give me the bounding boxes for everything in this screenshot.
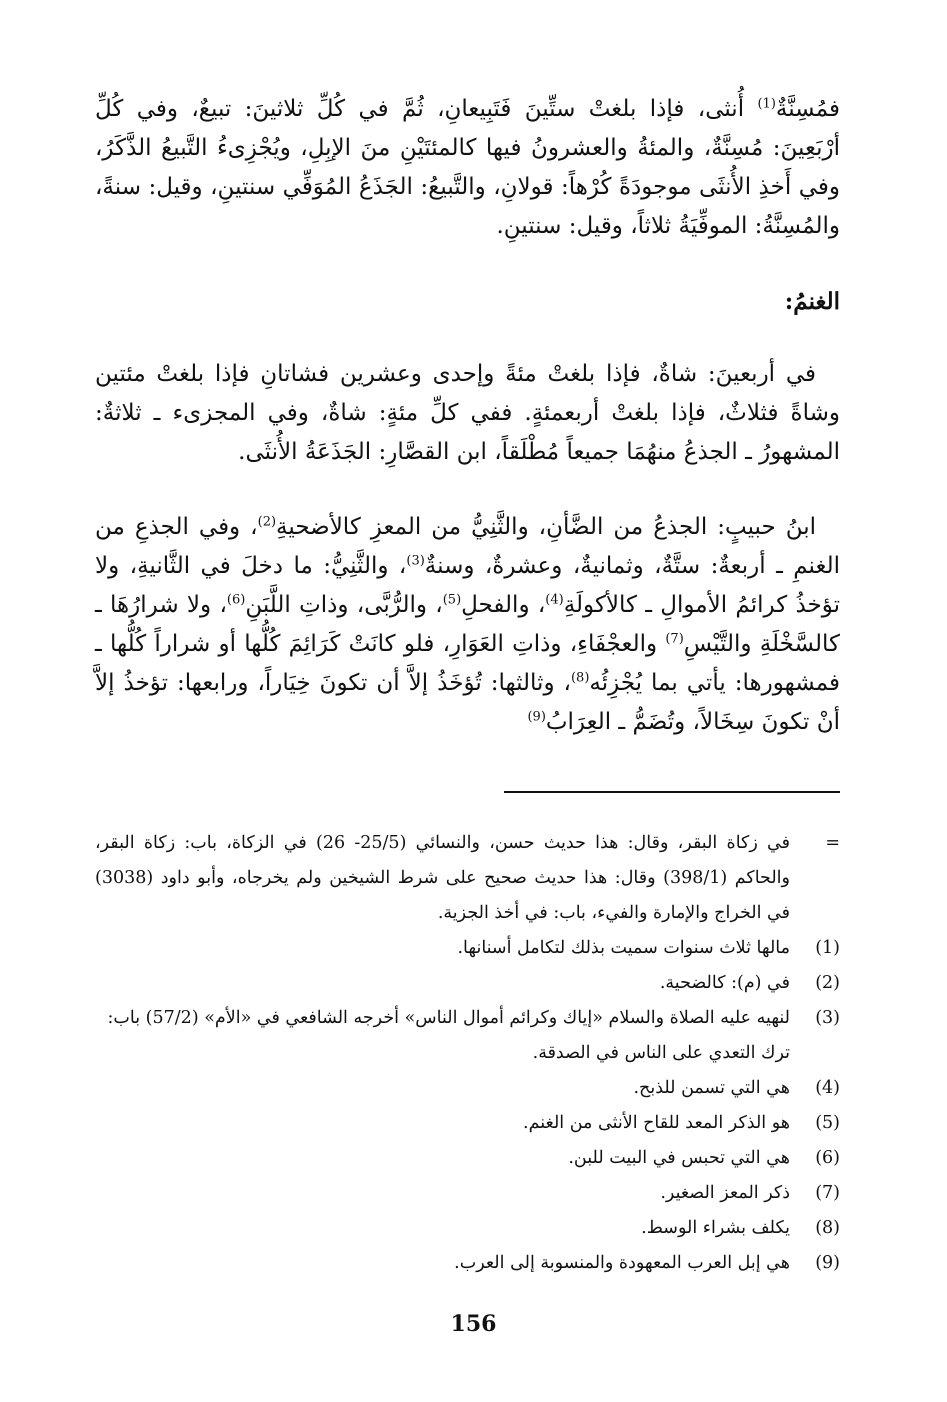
footnote-ref: (5) [442,592,462,608]
footnote-number: (1) [815,938,840,958]
paragraph-text: ابنُ حبيبٍ: الجذعُ من الضَّأنِ، والثَّنِيُّ من المعزِ كالأضحيةِ [276,514,817,540]
footnote-number: (6) [815,1148,840,1168]
main-text [95,90,840,742]
footnote-ref: (3) [406,553,425,569]
footnote-item [95,1001,840,1071]
footnote-ref: (9) [527,709,546,725]
footnote-item [95,1141,840,1176]
footnote-text: يكلف بشراء الوسط. [641,1218,790,1238]
footnote-item [95,1106,840,1141]
footnote-text: في (م): كالضحية. [659,973,790,993]
paragraph-cattle [95,90,840,246]
footnote-number: (4) [815,1078,840,1098]
paragraph-text: فمُسِنَّةٌ [775,96,840,122]
footnote-text: هي التي تحبس في البيت للبن. [568,1148,790,1168]
section-heading: الغنمُ: [784,288,840,315]
paragraph-text: والعجْفَاءِ، وذاتِ العَوَارِ، فلو كانَتْ كَرَائِمَ كُلُّها أو شراراً كُلُّها ـ فمشهورها: يأتي بما يُجْزِئُه [95,631,840,696]
footnote-text: ذكر المعز الصغير. [660,1183,790,1203]
footnote-number: (9) [815,1253,840,1273]
footnotes [95,826,840,1281]
footnote-text: هو الذكر المعد للقاح الأنثى من الغنم. [523,1113,790,1133]
footnote-item [95,1071,840,1106]
footnote-item [95,1211,840,1246]
footnote-item [95,1246,840,1281]
paragraph-sheep: في أربعينَ: شاةٌ، فإذا بلغتْ مئةً وإحدى وعشرين فشاتانِ فإذا بلغتْ مئتين وشاةً فثلاثٌ، فإذا بلغتْ أربعمئةٍ. ففي كلِّ مئةٍ: شاةٌ، وفي المجزىء ـ ثلاثةٌ: المشهورُ ـ الجذعُ منهُمَا جميعاً مُطْلَقاً، ابن القصَّارِ: الجَذَعَةُ الأُنثَى. [95,361,840,465]
footnote-text: في زكاة البقر، وقال: هذا حديث حسن، والنسائي (25/5- 26) في الزكاة، باب: زكاة البقر، والحاكم (398/1) وقال: هذا حديث صحيح على شرط الشيخين ولم يخرجاه، وأبو داود (3038) في الخراج والإمارة والفيء، باب: في أخذ الجزية. [95,833,790,923]
footnote-ref: (1) [757,96,776,112]
paragraph-text: أُنثى، فإذا بلغتْ ستِّينَ فَتَبِيعانِ، ثُمَّ في كُلِّ ثلاثينَ: تبيعٌ، وفي كُلِّ أرْبَعِينَ: مُسِنَّةٌ، والمئةُ والعشرونُ فيها كالمئتَيْنِ منَ الإبِلِ، ويُجْزِىءُ التَّبيعُ الذَّكَرُ، وفي أَخذِ الأُنثَى موجودَةً كُرْهاً: قولانِ، والتَّبيعُ: الجَذَعُ المُوَفِّي سنتينِ، وقيل: سنةً، والمُسِنَّةُ: الموفِّيَةُ ثلاثاً، وقيل: سنتينِ. [95,96,840,239]
footnote-text: لنهيه عليه الصلاة والسلام «إياك وكرائم أموال الناس» أخرجه الشافعي في «الأم» (57/2) باب: ترك التعدي على الناس في الصدقة. [107,1008,790,1063]
footnote-ref: (2) [257,514,277,530]
paragraph-text: ، وثالثها: تُؤخَذُ إلاَّ أن تكونَ خِيَاراً، ورابعها: تؤخذُ إلاَّ أنْ تكونَ سِخَالاً، وتُضَمُّ ـ العِرَابُ [95,670,840,735]
footnote-ref: (4) [545,592,564,608]
footnote-number: (7) [815,1183,840,1203]
footnote-text: هي إبل العرب المعهودة والمنسوبة إلى العرب. [454,1253,790,1273]
footnote-number: (5) [815,1113,840,1133]
footnote-continuation [95,826,840,931]
footnote-number: (2) [815,973,840,993]
footnote-number: (8) [815,1218,840,1238]
footnote-number: (3) [815,1008,840,1028]
paragraph-text: ، والثَّنِيُّ: ما دخلَ في الثَّانيةِ، ولا تؤخذُ كرائمُ الأموالِ ـ كالأكولَةِ [95,553,841,618]
paragraph-text: ، والفحلِ [461,592,546,618]
paragraph-text: ، والرُّبَّى، وذاتِ اللَّبَنِ [245,592,443,618]
footnote-item [95,1176,840,1211]
footnote-divider [504,791,840,793]
continuation-marker: = [825,833,840,853]
paragraph-text: ، ولا شرارُهَا ـ كالسَّخْلَةِ والتَّيْسِ [95,592,840,657]
footnote-ref: (6) [226,592,246,608]
footnote-text: مالها ثلاث سنوات سميت بذلك لتكامل أسنانها. [457,938,790,958]
paragraph-text: ، وفي الجذعِ من الغنمِ ـ أربعةٌ: ستَّةٌ، وثمانيةٌ، وعشرةٌ، وسنةٌ [95,514,840,579]
paragraph-ibn-habib [95,508,840,742]
footnote-ref: (7) [665,631,684,647]
footnote-item [95,966,840,1001]
footnote-text: هي التي تسمن للذبح. [633,1078,790,1098]
footnote-item [95,931,840,966]
page-number: 156 [450,1311,497,1337]
footnote-ref: (8) [570,670,590,686]
